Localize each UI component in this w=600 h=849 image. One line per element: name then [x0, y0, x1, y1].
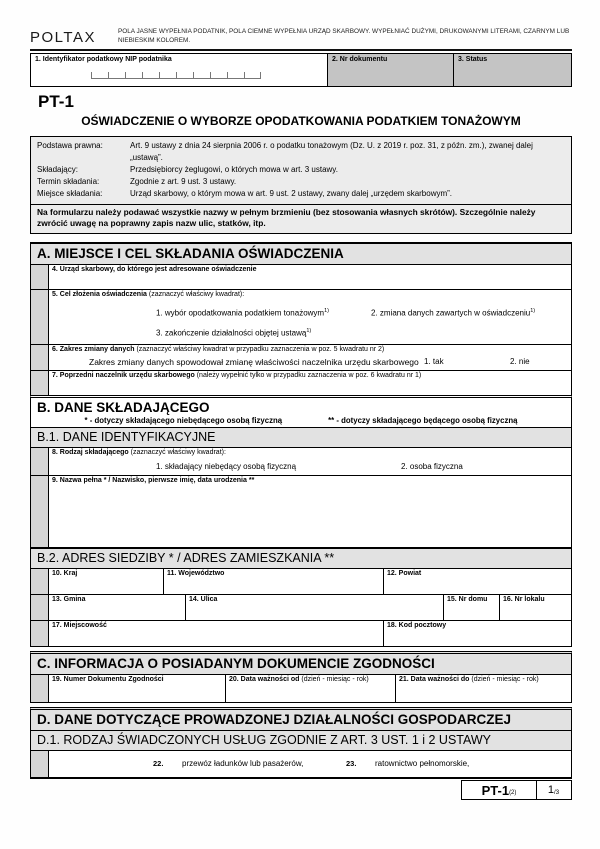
- document-number-field: [328, 54, 454, 86]
- section-b2-header: B.2. ADRES SIEDZIBY * / ADRES ZAMIESZKANIA **: [30, 547, 572, 569]
- section-b-legend: * - dotyczy składającego niebędącego osobą fizyczną ** - dotyczy składającego będącego osobą fizyczną: [84, 415, 518, 425]
- section-c-header: C. INFORMACJA O POSIADANYM DOKUMENCIE ZGODNOŚCI: [30, 651, 572, 675]
- gutter: [31, 290, 49, 344]
- status-label: 3. Status: [458, 56, 488, 63]
- field-15-house-number[interactable]: 15. Nr domu: [444, 595, 500, 620]
- form-title: OŚWIADCZENIE O WYBORZE OPODATKOWANIA PODATKIEM TONAŻOWYM: [81, 114, 521, 128]
- form-header: [30, 26, 572, 51]
- form-note: Na formularzu należy podawać wszystkie nazwy w pełnym brzmieniu (bez stosowania własnych skrótów). Szczególnie należy zwrócić uwagę na poprawny zapis nazw ulic, statków, itp.: [30, 205, 572, 234]
- fill-instructions: POLA JASNE WYPEŁNIA PODATNIK, POLA CIEMNE WYPEŁNIA URZĄD SKARBOWY. WYPEŁNIAĆ DUŻYMI, DRUKOWANYMI LITERAMI, CZARNYM LUB NIEBIESKIM KOLOREM.: [118, 28, 570, 44]
- gutter: [31, 476, 49, 547]
- change-scope-no[interactable]: 2. nie: [510, 356, 530, 366]
- field-5-purpose: 5. Cel złożenia oświadczenia (zaznaczyć właściwy kwadrat): 1. wybór opodatkowania podatkiem tonażowym$^{1)}$ 2. zmiana danych zawartych w oświadczeniu$^{1)}$ 3. zakończenie działalności objętej ustawą$^{1)}$: [49, 290, 247, 344]
- legal-label: Składający:: [37, 165, 78, 174]
- field-17-town[interactable]: 17. Miejscowość: [49, 621, 384, 646]
- gutter: [31, 371, 49, 395]
- submitter-type-option-2[interactable]: 2. osoba fizyczna: [401, 461, 463, 471]
- service-22-label: przewóz ładunków lub pasażerów,: [182, 758, 304, 768]
- document-row: [30, 674, 572, 703]
- gutter: [31, 595, 49, 620]
- field-16-flat-number[interactable]: 16. Nr lokalu: [500, 595, 571, 620]
- field-8-submitter-type: 8. Rodzaj składającego (zaznaczyć właściwy kwadrat): 1. składający niebędący osobą fizyczną 2. osoba fizyczna: [49, 448, 229, 475]
- poltax-logo: POLTAX: [30, 29, 96, 46]
- legal-label: Miejsce składania:: [37, 189, 103, 198]
- address-row-3: [30, 620, 572, 647]
- legal-text: Art. 9 ustawy z dnia 24 sierpnia 2006 r. o podatku tonażowym (Dz. U. z 2019 r. poz. 31, z późn. zm.), zwanej dalej „ustawą”.: [130, 141, 533, 162]
- legal-label: Podstawa prawna:: [37, 141, 103, 150]
- service-23-label: ratownictwo pełnomorskie,: [375, 758, 470, 768]
- section-b1-header: B.1. DANE IDENTYFIKACYJNE: [30, 427, 572, 448]
- nip-digit-boxes[interactable]: [91, 72, 261, 79]
- field-13-commune[interactable]: 13. Gmina: [49, 595, 186, 620]
- gutter: [31, 569, 49, 594]
- nip-field[interactable]: [31, 54, 328, 86]
- field-8-row: [30, 447, 572, 476]
- services-options: [49, 751, 470, 777]
- change-scope-statement: Zakres zmiany danych spowodował zmianę właściwości naczelnika urzędu skarbowego: [89, 356, 419, 367]
- service-23-number[interactable]: 23.: [346, 758, 357, 768]
- gutter: [31, 345, 49, 370]
- nip-label: 1. Identyfikator podatkowy NIP podatnika: [35, 56, 172, 63]
- service-22-number[interactable]: 22.: [153, 758, 164, 768]
- field-4-row: [30, 264, 572, 290]
- gutter: [31, 621, 49, 646]
- field-5-row: [30, 289, 572, 345]
- field-4-tax-office[interactable]: 4. Urząd skarbowy, do którego jest adresowane oświadczenie: [49, 265, 260, 289]
- form-code: PT-1: [38, 92, 74, 111]
- field-10-country[interactable]: 10. Kraj: [49, 569, 164, 594]
- field-21-valid-to[interactable]: 21. Data ważności do (dzień - miesiąc - rok): [396, 675, 571, 702]
- section-b-header: B. DANE SKŁADAJĄCEGO * - dotyczy składającego niebędącego osobą fizyczną ** - dotyczy składającego będącego osobą fizyczną: [30, 395, 572, 428]
- legal-text: Przedsiębiorcy żeglugowi, o których mowa w art. 3 ustawy.: [130, 165, 338, 174]
- purpose-option-3[interactable]: 3. zakończenie działalności objętej ustawą$^{1)}$: [156, 327, 312, 338]
- footer-page-number: 1 /3: [536, 780, 572, 800]
- field-9-row: [30, 475, 572, 548]
- identification-row: [30, 53, 572, 87]
- section-a-header: A. MIEJSCE I CEL SKŁADANIA OŚWIADCZENIA: [30, 242, 572, 265]
- field-18-postal-code[interactable]: 18. Kod pocztowy: [384, 621, 571, 646]
- services-row: [30, 750, 572, 779]
- footer-form-code: PT-1 (2): [461, 780, 537, 800]
- legal-text: Zgodnie z art. 9 ust. 3 ustawy.: [130, 177, 237, 186]
- field-20-valid-from[interactable]: 20. Data ważności od (dzień - miesiąc - rok): [226, 675, 396, 702]
- field-6-row: [30, 344, 572, 371]
- field-11-voivodeship[interactable]: 11. Województwo: [164, 569, 384, 594]
- field-19-document-number[interactable]: 19. Numer Dokumentu Zgodności: [49, 675, 226, 702]
- section-d1-header: D.1. RODZAJ ŚWIADCZONYCH USŁUG ZGODNIE Z ART. 3 UST. 1 i 2 USTAWY: [30, 730, 572, 751]
- submitter-type-option-1[interactable]: 1. składający niebędący osobą fizyczną: [156, 461, 297, 471]
- change-scope-yes[interactable]: 1. tak: [424, 356, 444, 366]
- status-field: [454, 54, 571, 86]
- section-d-header: D. DANE DOTYCZĄCE PROWADZONEJ DZIAŁALNOŚCI GOSPODARCZEJ: [30, 707, 572, 731]
- document-number-label: 2. Nr dokumentu: [332, 56, 388, 63]
- field-12-county[interactable]: 12. Powiat: [384, 569, 571, 594]
- field-7-row: [30, 370, 572, 396]
- address-row-1: [30, 568, 572, 595]
- purpose-option-1[interactable]: 1. wybór opodatkowania podatkiem tonażowym$^{1)}$: [156, 307, 329, 318]
- purpose-option-2[interactable]: 2. zmiana danych zawartych w oświadczeniu$^{1)}$: [371, 307, 536, 318]
- field-9-full-name[interactable]: 9. Nazwa pełna * / Nazwisko, pierwsze imię, data urodzenia **: [49, 476, 257, 547]
- legal-text: Urząd skarbowy, o którym mowa w art. 9 ust. 2 ustawy, zwany dalej „urzędem skarbowym”.: [130, 189, 453, 198]
- gutter: [31, 751, 49, 777]
- gutter: [31, 675, 49, 702]
- gutter: [31, 448, 49, 475]
- page-footer: [461, 780, 572, 800]
- legal-basis-box: [30, 136, 572, 205]
- field-7-previous-tax-office[interactable]: 7. Poprzedni naczelnik urzędu skarbowego (należy wypełnić tylko w przypadku zaznaczenia w poz. 6 kwadratu nr 1): [49, 371, 424, 395]
- legal-label: Termin składania:: [37, 177, 100, 186]
- field-14-street[interactable]: 14. Ulica: [186, 595, 444, 620]
- address-row-2: [30, 594, 572, 621]
- field-6-change-scope: 6. Zakres zmiany danych (zaznaczyć właściwy kwadrat w przypadku zaznaczenia w poz. 5 kwadratu nr 2) Zakres zmiany danych spowodował zmianę właściwości naczelnika urzędu skarbowego 1. tak 2. nie: [49, 345, 387, 370]
- gutter: [31, 265, 49, 289]
